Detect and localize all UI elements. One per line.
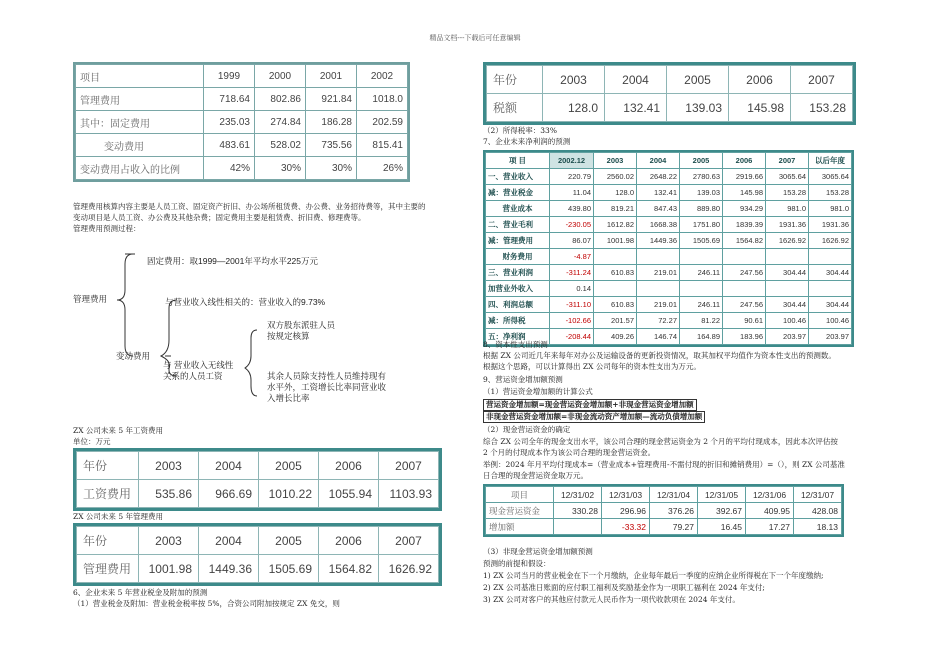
table-header-row — [486, 487, 842, 503]
section-8-p2: 根据这个思路，可以计算得出 ZX 公司每年的资本性支出为万元。 — [483, 362, 701, 371]
header-cell: 2006 — [729, 66, 791, 94]
table-row — [76, 134, 408, 157]
table-cell: 1931.36 — [809, 217, 852, 233]
header-cell: 项 目 — [486, 153, 550, 169]
header-cell: 年份 — [77, 452, 139, 480]
paragraph-2: 变动项目是人员工资、办公费及其他杂费；固定费用主要是租赁费、折旧费、修理费等。 — [73, 213, 366, 222]
table-cell — [723, 281, 766, 297]
table-cell: 889.80 — [680, 201, 723, 217]
section-8-p1: 根据 ZX 公司近几年来每年对办公及运输设备的更新投资情况，取其加权平均值作为资本性支出的预测数。 — [483, 351, 836, 360]
table-cell: 535.86 — [139, 480, 199, 508]
table-cell: 304.44 — [809, 265, 852, 281]
section-6-1: （1）营业税金及附加：营业税金税率按 5%，合资公司附加按规定 ZX 免交，则 — [73, 599, 340, 608]
mgmt-cost-tree-lines — [73, 240, 403, 420]
table-cell — [554, 519, 602, 535]
table-cell: 2780.63 — [680, 169, 723, 185]
table-cell: 202.59 — [357, 111, 408, 134]
tree-fixed: 固定费用：取1999—2001年平均水平225万元 — [147, 256, 319, 266]
table-cell: 304.44 — [809, 297, 852, 313]
table-cell: 18.13 — [794, 519, 842, 535]
table-cell — [680, 281, 723, 297]
salary-table-frame — [73, 448, 442, 511]
table-cell: 3065.64 — [766, 169, 809, 185]
section-9-p4: 日合理的现金营运资金取万元。 — [483, 471, 588, 480]
header-cell: 2006 — [723, 153, 766, 169]
table-cell — [809, 249, 852, 265]
table-cell: -311.24 — [550, 265, 594, 281]
tree-root: 管理费用 — [73, 294, 108, 304]
table-row — [76, 157, 408, 180]
row-label: 财务费用 — [486, 249, 550, 265]
mgmt-future-table-frame — [73, 523, 442, 586]
header-cell: 2004 — [199, 452, 259, 480]
table-cell: 1668.38 — [637, 217, 680, 233]
profit-table-frame — [483, 150, 854, 347]
table-cell: 1612.82 — [594, 217, 637, 233]
table-cell: 802.86 — [255, 88, 306, 111]
table-cell: -230.05 — [550, 217, 594, 233]
header-cell: 2006 — [319, 527, 379, 555]
table-row — [76, 111, 408, 134]
table-row — [77, 555, 439, 583]
table-cell — [723, 249, 766, 265]
table-cell: 79.27 — [650, 519, 698, 535]
table-cell: 1001.98 — [139, 555, 199, 583]
unit-label: 单位：万元 — [73, 437, 111, 446]
header-cell: 2007 — [791, 66, 853, 94]
assumptions: 预测的前提和假设： — [483, 559, 551, 568]
table-cell: 274.84 — [255, 111, 306, 134]
table-cell: 11.04 — [550, 185, 594, 201]
table-row — [486, 185, 852, 201]
cash-table — [485, 486, 842, 535]
formula-1: 营运资金增加额=现金营运资金增加额+非现金营运资金增加额 — [483, 399, 697, 411]
header-cell: 2000 — [255, 65, 306, 88]
table-row — [486, 281, 852, 297]
row-label: 管理费用 — [76, 88, 204, 111]
table-cell: -311.10 — [550, 297, 594, 313]
table-cell — [766, 281, 809, 297]
mgmt-future-title: ZX 公司未来 5 年管理费用 — [73, 512, 163, 521]
table-cell: 1449.36 — [199, 555, 259, 583]
table-cell: 428.08 — [794, 503, 842, 519]
table-cell: 128.0 — [594, 185, 637, 201]
mgmt-history-table-frame — [73, 62, 410, 182]
table-cell: 718.64 — [204, 88, 255, 111]
header-cell: 2003 — [139, 527, 199, 555]
table-cell: 30% — [306, 157, 357, 180]
row-label: 减：营业税金 — [486, 185, 550, 201]
table-cell: 1564.82 — [723, 233, 766, 249]
table-cell: 246.11 — [680, 265, 723, 281]
header-cell: 以后年度 — [809, 153, 852, 169]
table-cell: 164.89 — [680, 329, 723, 345]
table-cell: 16.45 — [698, 519, 746, 535]
table-cell: 376.26 — [650, 503, 698, 519]
assumption-1: 1) ZX 公司当月的营业税金在下一个月缴纳，企业每年最后一季度的应纳企业所得税在下一个年度缴纳; — [483, 571, 824, 580]
table-cell: 201.57 — [594, 313, 637, 329]
table-cell: -33.32 — [602, 519, 650, 535]
tree-leaf2-line2: 水平外，工资增长比率同营业收 — [267, 382, 387, 392]
tree-linear: 与营业收入线性相关的：营业收入的9.73% — [165, 297, 326, 307]
header-cell: 2005 — [259, 527, 319, 555]
formula-2: 非现金营运资金增加额=非现金流动资产增加额—流动负债增加额 — [483, 411, 705, 423]
table-cell: 483.61 — [204, 134, 255, 157]
table-cell — [594, 281, 637, 297]
header-cell: 12/31/05 — [698, 487, 746, 503]
header-cell: 1999 — [204, 65, 255, 88]
header-cell: 2006 — [319, 452, 379, 480]
section-8: 8、资本性支出预测 — [483, 340, 548, 349]
table-cell: 1505.69 — [680, 233, 723, 249]
table-cell: 2560.02 — [594, 169, 637, 185]
header-cell: 2004 — [605, 66, 667, 94]
table-cell — [637, 281, 680, 297]
tree-nonlinear-2: 关系的人员工资 — [163, 371, 223, 381]
table-cell: 186.28 — [306, 111, 357, 134]
table-cell: 132.41 — [637, 185, 680, 201]
table-cell: 1751.80 — [680, 217, 723, 233]
header-cell: 2004 — [199, 527, 259, 555]
table-cell: 1931.36 — [766, 217, 809, 233]
table-row — [486, 249, 852, 265]
table-row — [486, 297, 852, 313]
table-cell: 246.11 — [680, 297, 723, 313]
table-cell: 90.61 — [723, 313, 766, 329]
table-cell: -208.44 — [550, 329, 594, 345]
table-cell: 330.28 — [554, 503, 602, 519]
header-cell: 项目 — [486, 487, 554, 503]
table-cell: 296.96 — [602, 503, 650, 519]
row-label: 现金营运资金 — [486, 503, 554, 519]
table-cell: 132.41 — [605, 94, 667, 122]
row-label: 四、利润总额 — [486, 297, 550, 313]
table-cell: 100.46 — [766, 313, 809, 329]
table-cell: -4.87 — [550, 249, 594, 265]
profit-table — [485, 152, 852, 345]
row-label: 减：所得税 — [486, 313, 550, 329]
section-9-3: （3）非现金营运资金增加额预测 — [483, 547, 593, 556]
table-cell: 921.84 — [306, 88, 357, 111]
mgmt-future-table — [76, 526, 439, 583]
table-cell: 100.46 — [809, 313, 852, 329]
header-cell: 年份 — [487, 66, 543, 94]
table-cell: 1505.69 — [259, 555, 319, 583]
tree-leaf1-line1: 双方股东派驻人员 — [267, 320, 336, 330]
tax-table-frame — [483, 62, 856, 125]
tree-leaf2-line1: 其余人员除支持性人员维持现有 — [267, 371, 387, 381]
row-label: 营业成本 — [486, 201, 550, 217]
table-cell — [594, 249, 637, 265]
row-label: 加营业外收入 — [486, 281, 550, 297]
table-cell: 72.27 — [637, 313, 680, 329]
table-cell: 847.43 — [637, 201, 680, 217]
table-cell: 1103.93 — [379, 480, 439, 508]
cash-table-frame — [483, 484, 844, 537]
tree-leaf2-line3: 入增长比率 — [267, 393, 310, 403]
salary-title: ZX 公司未来 5 年工资费用 — [73, 426, 163, 435]
table-cell: 247.56 — [723, 297, 766, 313]
table-cell: 2648.22 — [637, 169, 680, 185]
table-cell: 528.02 — [255, 134, 306, 157]
table-cell: 219.01 — [637, 297, 680, 313]
assumption-3: 3) ZX 公司对客户的其他应付款元人民币作为一项代收款项在 2024 年支付。 — [483, 595, 740, 604]
table-header-row — [486, 153, 852, 169]
page-header: 精品文档---下载后可任意编辑 — [429, 34, 521, 42]
table-cell: 304.44 — [766, 265, 809, 281]
table-header-row — [77, 527, 439, 555]
table-cell: 610.83 — [594, 297, 637, 313]
section-9-2: （2）现金营运资金的确定 — [483, 425, 571, 434]
table-row — [487, 94, 853, 122]
header-cell: 2007 — [379, 527, 439, 555]
table-row — [486, 217, 852, 233]
table-cell: 409.26 — [594, 329, 637, 345]
assumption-2: 2) ZX 公司基准日账面的应付职工福利及奖励基金作为一项职工福利在 2024 年支付; — [483, 583, 765, 592]
table-cell: 981.0 — [809, 201, 852, 217]
header-cell: 2002 — [357, 65, 408, 88]
table-cell: 220.79 — [550, 169, 594, 185]
table-cell: 1055.94 — [319, 480, 379, 508]
table-cell: 0.14 — [550, 281, 594, 297]
row-label: 变动费用占收入的比例 — [76, 157, 204, 180]
section-9-p3: 举例：2024 年月平均付现成本=（营业成本+管理费用-不需付现的折旧和摊销费用）=（），则 ZX 公司基准 — [483, 460, 845, 469]
table-cell: 3065.64 — [809, 169, 852, 185]
table-cell: 304.44 — [766, 297, 809, 313]
row-label: 增加额 — [486, 519, 554, 535]
tree-variable: 变动费用 — [116, 351, 151, 361]
table-cell: 81.22 — [680, 313, 723, 329]
table-cell: 981.0 — [766, 201, 809, 217]
header-cell: 12/31/06 — [746, 487, 794, 503]
section-9-p2: 2 个月的付现成本作为该公司合理的现金营运资金。 — [483, 448, 656, 457]
table-cell: 392.67 — [698, 503, 746, 519]
table-cell: 610.83 — [594, 265, 637, 281]
paragraph-1: 管理费用核算内容主要是人员工资、固定资产折旧、办公场所租赁费、办公费、业务招待费等，其中主要的 — [73, 202, 426, 211]
table-cell: 1449.36 — [637, 233, 680, 249]
row-label: 管理费用 — [77, 555, 139, 583]
table-row — [486, 265, 852, 281]
table-cell: -102.66 — [550, 313, 594, 329]
row-label: 减：管理费用 — [486, 233, 550, 249]
section-9-p1: 综合 ZX 公司全年的现金支出水平，该公司合理的现金营运资金为 2 个月的平均付现成本，因此本次评估按 — [483, 437, 838, 446]
section-9-1: （1）营运资金增加额的计算公式 — [483, 387, 593, 396]
table-cell: 26% — [357, 157, 408, 180]
header-cell: 2005 — [667, 66, 729, 94]
table-cell: 819.21 — [594, 201, 637, 217]
table-cell: 235.03 — [204, 111, 255, 134]
header-cell: 2005 — [259, 452, 319, 480]
header-cell: 12/31/04 — [650, 487, 698, 503]
tax-rate: （2）所得税率：33% — [483, 126, 557, 135]
header-cell: 项目 — [76, 65, 204, 88]
section-7: 7、企业未来净利润的预测 — [483, 137, 571, 146]
table-cell: 146.74 — [637, 329, 680, 345]
paragraph-3: 管理费用预测过程： — [73, 224, 141, 233]
table-row — [486, 201, 852, 217]
table-cell: 145.98 — [729, 94, 791, 122]
row-label: 一、营业收入 — [486, 169, 550, 185]
row-label: 其中：固定费用 — [76, 111, 204, 134]
table-header-row — [76, 65, 408, 88]
tree-leaf1-line2: 按规定核算 — [267, 331, 310, 341]
table-cell: 409.95 — [746, 503, 794, 519]
table-row — [486, 519, 842, 535]
tree-nonlinear-1: 与 营业收入无线性 — [163, 360, 234, 370]
mgmt-history-table — [75, 64, 408, 180]
table-cell — [809, 281, 852, 297]
table-cell: 153.28 — [766, 185, 809, 201]
salary-table — [76, 451, 439, 508]
header-cell: 2003 — [543, 66, 605, 94]
row-label: 工资费用 — [77, 480, 139, 508]
section-6: 6、企业未来 5 年营业税金及附加的预测 — [73, 588, 208, 597]
table-cell: 86.07 — [550, 233, 594, 249]
table-cell: 1001.98 — [594, 233, 637, 249]
row-label: 变动费用 — [76, 134, 204, 157]
table-row — [77, 480, 439, 508]
table-cell: 128.0 — [543, 94, 605, 122]
table-cell — [680, 249, 723, 265]
table-cell: 42% — [204, 157, 255, 180]
table-cell: 1839.39 — [723, 217, 766, 233]
table-cell: 1626.92 — [379, 555, 439, 583]
table-cell: 183.96 — [723, 329, 766, 345]
table-cell: 2919.66 — [723, 169, 766, 185]
tax-table — [486, 65, 853, 122]
header-cell: 2003 — [594, 153, 637, 169]
header-cell: 2007 — [379, 452, 439, 480]
table-cell: 145.98 — [723, 185, 766, 201]
table-row — [486, 169, 852, 185]
table-cell: 153.28 — [809, 185, 852, 201]
row-label: 二、营业毛利 — [486, 217, 550, 233]
table-cell: 30% — [255, 157, 306, 180]
header-cell: 2001 — [306, 65, 357, 88]
table-cell: 735.56 — [306, 134, 357, 157]
row-label: 三、营业利润 — [486, 265, 550, 281]
table-cell: 1010.22 — [259, 480, 319, 508]
table-row — [486, 233, 852, 249]
table-row — [76, 88, 408, 111]
table-cell: 1564.82 — [319, 555, 379, 583]
header-cell: 12/31/03 — [602, 487, 650, 503]
table-cell: 219.01 — [637, 265, 680, 281]
table-cell: 815.41 — [357, 134, 408, 157]
header-cell: 12/31/07 — [794, 487, 842, 503]
table-cell: 1626.92 — [766, 233, 809, 249]
section-9: 9、营运资金增加额预测 — [483, 375, 563, 384]
table-cell: 439.80 — [550, 201, 594, 217]
row-label: 五：净利润 — [486, 329, 550, 345]
table-cell: 934.29 — [723, 201, 766, 217]
table-row — [486, 503, 842, 519]
table-cell: 153.28 — [791, 94, 853, 122]
table-cell: 139.03 — [667, 94, 729, 122]
header-cell: 2004 — [637, 153, 680, 169]
table-cell: 1018.0 — [357, 88, 408, 111]
header-cell: 2003 — [139, 452, 199, 480]
table-header-row — [77, 452, 439, 480]
table-cell: 203.97 — [809, 329, 852, 345]
table-cell — [766, 249, 809, 265]
table-cell: 139.03 — [680, 185, 723, 201]
row-label: 税额 — [487, 94, 543, 122]
header-cell: 2002.12 — [550, 153, 594, 169]
header-cell: 2005 — [680, 153, 723, 169]
table-header-row — [487, 66, 853, 94]
table-row — [486, 313, 852, 329]
table-cell: 1626.92 — [809, 233, 852, 249]
table-cell: 203.97 — [766, 329, 809, 345]
header-cell: 2007 — [766, 153, 809, 169]
header-cell: 12/31/02 — [554, 487, 602, 503]
table-cell: 17.27 — [746, 519, 794, 535]
table-cell: 247.56 — [723, 265, 766, 281]
table-cell: 966.69 — [199, 480, 259, 508]
table-cell — [637, 249, 680, 265]
header-cell: 年份 — [77, 527, 139, 555]
